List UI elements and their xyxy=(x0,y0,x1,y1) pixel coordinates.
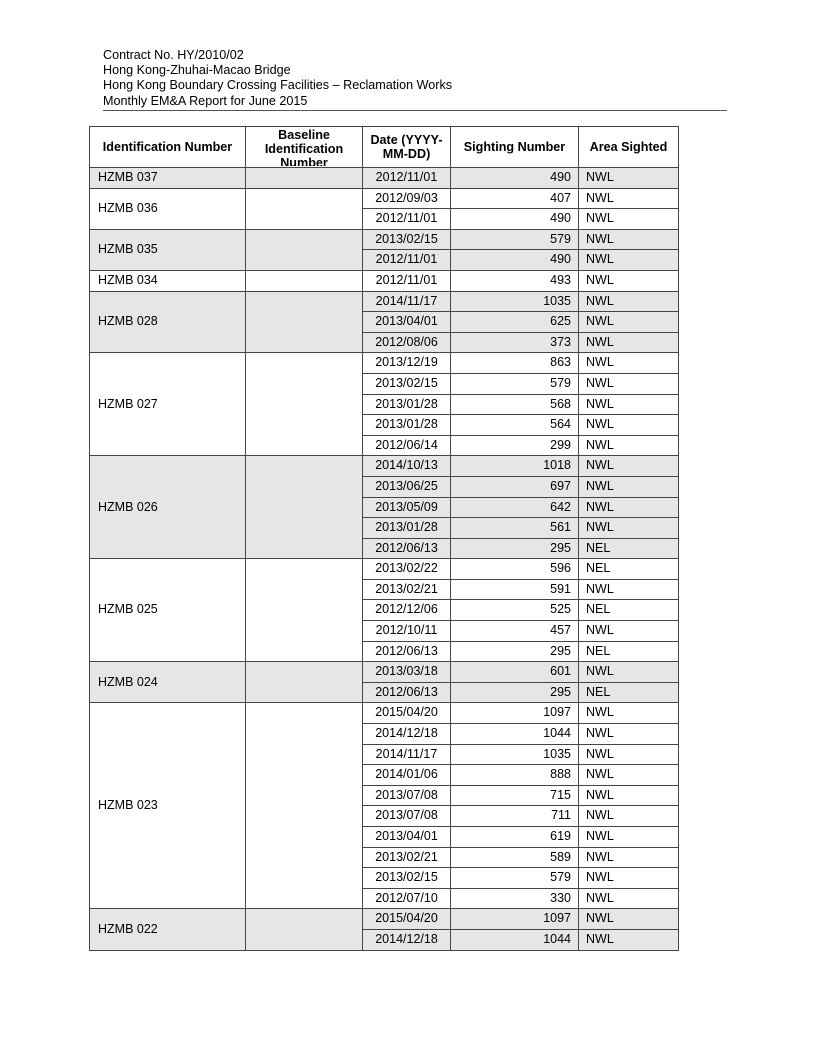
date-cell: 2012/08/06 xyxy=(363,332,451,353)
date-cell: 2013/05/09 xyxy=(363,497,451,518)
identification-number-cell: HZMB 035 xyxy=(90,229,246,270)
date-cell: 2012/06/14 xyxy=(363,435,451,456)
sighting-number-cell: 596 xyxy=(451,559,579,580)
date-cell: 2013/02/15 xyxy=(363,868,451,889)
sighting-number-cell: 490 xyxy=(451,209,579,230)
area-sighted-cell: NEL xyxy=(579,600,679,621)
area-sighted-cell: NWL xyxy=(579,209,679,230)
area-sighted-cell: NWL xyxy=(579,497,679,518)
date-cell: 2013/01/28 xyxy=(363,518,451,539)
identification-number-cell: HZMB 028 xyxy=(90,291,246,353)
table-row xyxy=(90,456,679,477)
identification-number-cell: HZMB 023 xyxy=(90,703,246,909)
identification-number-cell: HZMB 037 xyxy=(90,168,246,189)
sighting-number-cell: 888 xyxy=(451,765,579,786)
sighting-number-cell: 601 xyxy=(451,662,579,683)
area-sighted-cell: NWL xyxy=(579,518,679,539)
sighting-number-cell: 625 xyxy=(451,312,579,333)
date-cell: 2014/01/06 xyxy=(363,765,451,786)
identification-number-cell: HZMB 025 xyxy=(90,559,246,662)
date-cell: 2012/11/01 xyxy=(363,209,451,230)
area-sighted-cell: NWL xyxy=(579,435,679,456)
sighting-number-cell: 330 xyxy=(451,888,579,909)
report-header xyxy=(103,48,452,109)
table-row xyxy=(90,703,679,724)
date-cell: 2013/07/08 xyxy=(363,785,451,806)
sighting-number-cell: 299 xyxy=(451,435,579,456)
baseline-identification-cell xyxy=(246,559,363,662)
area-sighted-cell: NWL xyxy=(579,765,679,786)
date-cell: 2013/12/19 xyxy=(363,353,451,374)
baseline-identification-cell xyxy=(246,662,363,703)
date-cell: 2013/03/18 xyxy=(363,662,451,683)
area-sighted-cell: NWL xyxy=(579,929,679,950)
sighting-number-cell: 1097 xyxy=(451,909,579,930)
area-sighted-cell: NWL xyxy=(579,229,679,250)
area-sighted-cell: NWL xyxy=(579,332,679,353)
sighting-number-cell: 591 xyxy=(451,579,579,600)
area-sighted-cell: NWL xyxy=(579,373,679,394)
identification-number-cell: HZMB 036 xyxy=(90,188,246,229)
sighting-number-cell: 568 xyxy=(451,394,579,415)
sighting-number-cell: 564 xyxy=(451,415,579,436)
table-row xyxy=(90,559,679,580)
sighting-number-cell: 619 xyxy=(451,827,579,848)
baseline-identification-cell xyxy=(246,229,363,270)
sighting-number-cell: 490 xyxy=(451,250,579,271)
area-sighted-cell: NWL xyxy=(579,394,679,415)
sighting-number-cell: 697 xyxy=(451,476,579,497)
identification-number-cell: HZMB 034 xyxy=(90,270,246,291)
sighting-number-cell: 493 xyxy=(451,270,579,291)
area-sighted-cell: NWL xyxy=(579,291,679,312)
sighting-number-cell: 295 xyxy=(451,538,579,559)
date-cell: 2012/11/01 xyxy=(363,250,451,271)
area-sighted-cell: NWL xyxy=(579,888,679,909)
date-cell: 2012/07/10 xyxy=(363,888,451,909)
identification-number-cell: HZMB 027 xyxy=(90,353,246,456)
area-sighted-cell: NWL xyxy=(579,909,679,930)
sighting-number-cell: 715 xyxy=(451,785,579,806)
date-cell: 2013/02/21 xyxy=(363,579,451,600)
date-cell: 2012/12/06 xyxy=(363,600,451,621)
sighting-group xyxy=(90,662,679,703)
date-cell: 2013/01/28 xyxy=(363,394,451,415)
project-name: Hong Kong-Zhuhai-Macao Bridge xyxy=(103,63,291,78)
baseline-identification-cell xyxy=(246,291,363,353)
identification-number-cell: HZMB 022 xyxy=(90,909,246,950)
area-sighted-cell: NWL xyxy=(579,621,679,642)
date-cell: 2013/02/15 xyxy=(363,373,451,394)
baseline-identification-cell xyxy=(246,188,363,229)
date-cell: 2014/11/17 xyxy=(363,291,451,312)
col-header-baseline-identification-number: Baseline Identification Number xyxy=(246,127,363,168)
date-cell: 2012/11/01 xyxy=(363,270,451,291)
sighting-group xyxy=(90,559,679,662)
area-sighted-cell: NWL xyxy=(579,662,679,683)
sighting-number-cell: 295 xyxy=(451,682,579,703)
col-header-date: Date (YYYY-MM-DD) xyxy=(363,127,451,168)
sightings-table xyxy=(89,126,679,951)
sighting-number-cell: 561 xyxy=(451,518,579,539)
table-row xyxy=(90,188,679,209)
area-sighted-cell: NWL xyxy=(579,744,679,765)
baseline-identification-cell xyxy=(246,270,363,291)
sighting-number-cell: 589 xyxy=(451,847,579,868)
table-row xyxy=(90,291,679,312)
sighting-number-cell: 1035 xyxy=(451,744,579,765)
date-cell: 2014/12/18 xyxy=(363,929,451,950)
date-cell: 2014/10/13 xyxy=(363,456,451,477)
date-cell: 2012/06/13 xyxy=(363,682,451,703)
sighting-number-cell: 1044 xyxy=(451,929,579,950)
area-sighted-cell: NWL xyxy=(579,579,679,600)
area-sighted-cell: NWL xyxy=(579,188,679,209)
date-cell: 2013/06/25 xyxy=(363,476,451,497)
table-row xyxy=(90,229,679,250)
col-header-identification-number: Identification Number xyxy=(90,127,246,168)
sighting-number-cell: 863 xyxy=(451,353,579,374)
sighting-group xyxy=(90,188,679,229)
table-row xyxy=(90,168,679,189)
sighting-number-cell: 1097 xyxy=(451,703,579,724)
date-cell: 2013/02/21 xyxy=(363,847,451,868)
area-sighted-cell: NWL xyxy=(579,270,679,291)
date-cell: 2014/11/17 xyxy=(363,744,451,765)
sighting-number-cell: 1018 xyxy=(451,456,579,477)
col-header-area-sighted: Area Sighted xyxy=(579,127,679,168)
sighting-group xyxy=(90,353,679,456)
area-sighted-cell: NEL xyxy=(579,538,679,559)
sighting-number-cell: 373 xyxy=(451,332,579,353)
area-sighted-cell: NWL xyxy=(579,353,679,374)
table-row xyxy=(90,662,679,683)
sighting-group xyxy=(90,909,679,950)
sighting-number-cell: 407 xyxy=(451,188,579,209)
area-sighted-cell: NEL xyxy=(579,682,679,703)
baseline-identification-cell xyxy=(246,168,363,189)
area-sighted-cell: NWL xyxy=(579,456,679,477)
sighting-number-cell: 525 xyxy=(451,600,579,621)
date-cell: 2015/04/20 xyxy=(363,909,451,930)
report-title: Monthly EM&A Report for June 2015 xyxy=(103,93,308,108)
date-cell: 2013/07/08 xyxy=(363,806,451,827)
area-sighted-cell: NWL xyxy=(579,312,679,333)
date-cell: 2012/06/13 xyxy=(363,641,451,662)
sighting-number-cell: 642 xyxy=(451,497,579,518)
date-cell: 2012/09/03 xyxy=(363,188,451,209)
sighting-number-cell: 1035 xyxy=(451,291,579,312)
area-sighted-cell: NWL xyxy=(579,168,679,189)
project-subtitle: Hong Kong Boundary Crossing Facilities – Reclamation Works xyxy=(103,78,453,93)
contract-number: Contract No. HY/2010/02 xyxy=(103,48,244,62)
area-sighted-cell: NWL xyxy=(579,868,679,889)
sighting-number-cell: 295 xyxy=(451,641,579,662)
date-cell: 2013/02/15 xyxy=(363,229,451,250)
sighting-number-cell: 711 xyxy=(451,806,579,827)
date-cell: 2013/02/22 xyxy=(363,559,451,580)
sighting-group xyxy=(90,229,679,270)
sighting-group xyxy=(90,168,679,189)
area-sighted-cell: NWL xyxy=(579,476,679,497)
area-sighted-cell: NWL xyxy=(579,806,679,827)
date-cell: 2015/04/20 xyxy=(363,703,451,724)
baseline-identification-cell xyxy=(246,909,363,950)
area-sighted-cell: NEL xyxy=(579,641,679,662)
date-cell: 2012/06/13 xyxy=(363,538,451,559)
area-sighted-cell: NWL xyxy=(579,415,679,436)
sighting-number-cell: 1044 xyxy=(451,724,579,745)
area-sighted-cell: NWL xyxy=(579,847,679,868)
sighting-number-cell: 490 xyxy=(451,168,579,189)
sighting-group xyxy=(90,270,679,291)
sighting-number-cell: 457 xyxy=(451,621,579,642)
table-row xyxy=(90,909,679,930)
area-sighted-cell: NWL xyxy=(579,827,679,848)
baseline-identification-cell xyxy=(246,353,363,456)
area-sighted-cell: NWL xyxy=(579,703,679,724)
area-sighted-cell: NWL xyxy=(579,250,679,271)
header-divider xyxy=(103,110,727,111)
table-row xyxy=(90,270,679,291)
baseline-identification-cell xyxy=(246,456,363,559)
date-cell: 2012/11/01 xyxy=(363,168,451,189)
area-sighted-cell: NEL xyxy=(579,559,679,580)
sighting-group xyxy=(90,456,679,559)
date-cell: 2014/12/18 xyxy=(363,724,451,745)
table-row xyxy=(90,353,679,374)
date-cell: 2013/01/28 xyxy=(363,415,451,436)
area-sighted-cell: NWL xyxy=(579,785,679,806)
table-header-row xyxy=(90,127,679,168)
sighting-number-cell: 579 xyxy=(451,229,579,250)
identification-number-cell: HZMB 026 xyxy=(90,456,246,559)
sighting-number-cell: 579 xyxy=(451,868,579,889)
sighting-group xyxy=(90,291,679,353)
identification-number-cell: HZMB 024 xyxy=(90,662,246,703)
date-cell: 2013/04/01 xyxy=(363,827,451,848)
col-header-sighting-number: Sighting Number xyxy=(451,127,579,168)
area-sighted-cell: NWL xyxy=(579,724,679,745)
date-cell: 2013/04/01 xyxy=(363,312,451,333)
sighting-group xyxy=(90,703,679,909)
sighting-number-cell: 579 xyxy=(451,373,579,394)
baseline-identification-cell xyxy=(246,703,363,909)
date-cell: 2012/10/11 xyxy=(363,621,451,642)
